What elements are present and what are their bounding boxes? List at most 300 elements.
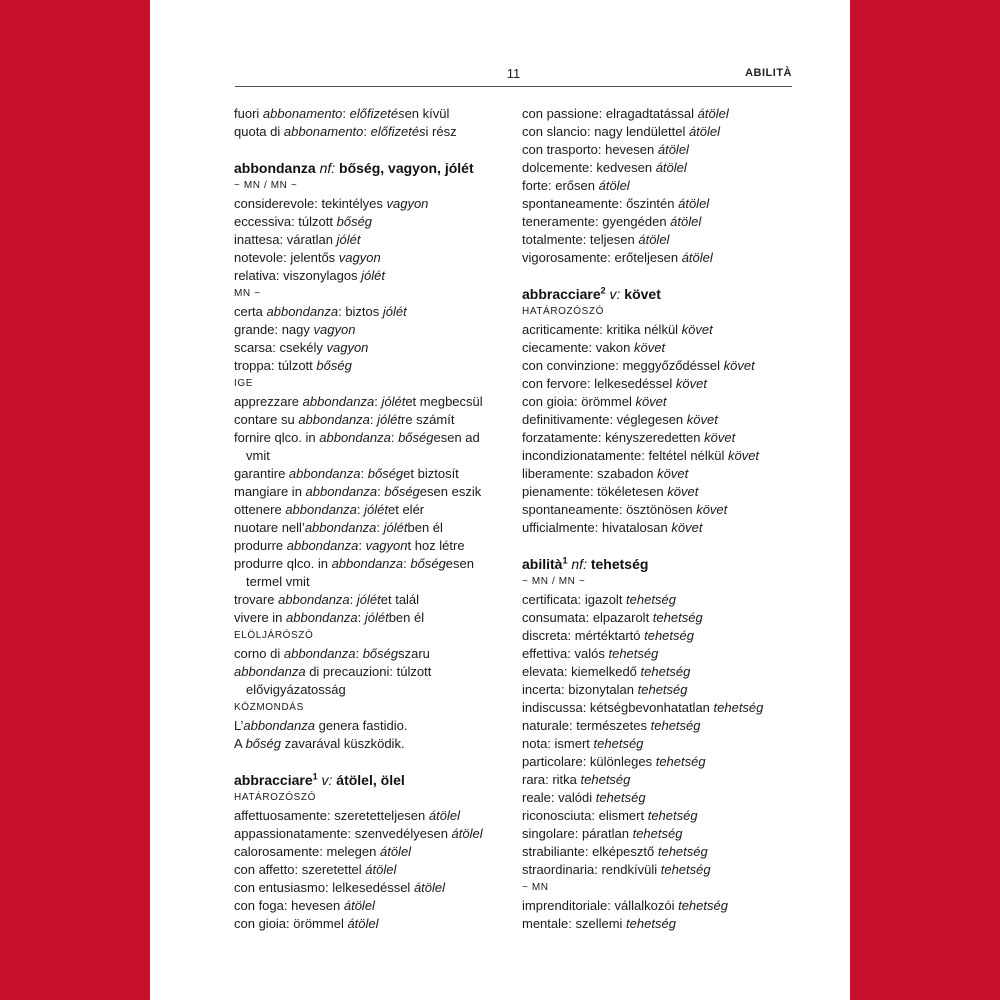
text-run: i rész	[425, 124, 457, 139]
collocation-line	[522, 825, 812, 843]
italic-text: követ	[681, 322, 713, 337]
collocation-line	[522, 699, 812, 717]
text-run: nota: ismert	[522, 736, 594, 751]
entry-spacer	[522, 537, 812, 555]
italic-text: abbondanza	[243, 718, 315, 733]
collocation-line	[522, 681, 812, 699]
collocation-line	[234, 339, 524, 357]
collocation-line	[234, 843, 524, 861]
grammar-label: ~ MN / MN ~	[522, 576, 586, 587]
collocation-line	[234, 213, 524, 231]
italic-text: tehetség	[637, 682, 688, 697]
text-run: :	[355, 646, 363, 661]
collocation-line	[522, 447, 812, 465]
italic-text: követ	[667, 484, 699, 499]
collocation-line	[234, 555, 524, 573]
text-run: garantire	[234, 466, 289, 481]
page-number: 11	[506, 66, 521, 81]
collocation-line	[522, 483, 812, 501]
grammar-label: MN ~	[234, 288, 261, 299]
italic-text: követ	[723, 358, 755, 373]
headword: abbracciare	[522, 286, 601, 302]
collocation-line	[234, 645, 524, 663]
text-run: appassionatamente: szenvedélyesen	[234, 826, 452, 841]
italic-text: tehetség	[580, 772, 631, 787]
italic-text: tehetség	[626, 592, 676, 607]
italic-text: abbondanza	[266, 304, 339, 319]
collocation-line	[522, 501, 812, 519]
italic-text: tehetség	[660, 862, 711, 877]
part-of-speech: v	[609, 286, 617, 302]
text-run: di precauzioni: túlzott	[305, 664, 432, 679]
collocation-line	[522, 123, 812, 141]
grammar-label: HATÁROZÓSZÓ	[234, 792, 316, 803]
text-run: con slancio: nagy lendülettel	[522, 124, 689, 139]
italic-text: átölel	[347, 916, 379, 931]
collocation-line	[234, 663, 524, 681]
italic-text: előfizetés	[349, 106, 405, 121]
text-run: :	[374, 394, 382, 409]
headword-entry	[522, 555, 812, 573]
text-run: esen	[445, 556, 474, 571]
text-run: :	[403, 556, 411, 571]
collocation-line	[522, 861, 812, 879]
text-run: dolcemente: kedvesen	[522, 160, 656, 175]
text-run: incerta: bizonytalan	[522, 682, 638, 697]
italic-text: tehetség	[652, 610, 703, 625]
italic-text: tehetség	[678, 898, 728, 913]
collocation-line	[234, 357, 524, 375]
text-run: con entusiasmo: lelkesedéssel	[234, 880, 414, 895]
collocation-line	[234, 483, 524, 501]
italic-text: követ	[634, 340, 666, 355]
collocation-line	[522, 717, 812, 735]
headword-translation: átölel, ölel	[336, 772, 405, 788]
italic-text: átölel	[657, 142, 689, 157]
headword-entry	[234, 159, 524, 177]
collocation-line	[234, 537, 524, 555]
collocation-line	[522, 213, 812, 231]
collocation-line	[522, 249, 812, 267]
separator: :	[328, 772, 337, 788]
italic-text: bőség	[410, 556, 446, 571]
collocation-line	[522, 357, 812, 375]
headword-entry	[522, 285, 812, 303]
italic-text: abbondanza	[305, 484, 378, 499]
headword-entry	[234, 771, 524, 789]
collocation-line	[522, 105, 812, 123]
collocation-line	[234, 267, 524, 285]
text-run: riconosciuta: elismert	[522, 808, 648, 823]
text-run: scarsa: csekély	[234, 340, 327, 355]
text-run: inattesa: váratlan	[234, 232, 337, 247]
text-run: elevata: kiemelkedő	[522, 664, 641, 679]
italic-text: jólét	[364, 502, 388, 517]
italic-text: abbondanza	[304, 520, 377, 535]
text-run: teneramente: gyengéden	[522, 214, 671, 229]
text-run: consumata: elpazarolt	[522, 610, 653, 625]
text-run: t hoz létre	[407, 538, 465, 553]
collocation-line	[234, 861, 524, 879]
collocation-line	[522, 339, 812, 357]
text-run: et biztosít	[403, 466, 459, 481]
italic-text: követ	[657, 466, 689, 481]
text-run: produrre qlco. in	[234, 556, 332, 571]
collocation-line	[522, 141, 812, 159]
homonym-number: 1	[312, 771, 318, 782]
page-header	[235, 64, 792, 87]
italic-text: bőség	[336, 214, 373, 229]
collocation-line	[522, 177, 812, 195]
text-run: produrre	[234, 538, 287, 553]
collocation-line	[522, 195, 812, 213]
text-run: ufficialmente: hivatalosan	[522, 520, 672, 535]
italic-text: átölel	[598, 178, 630, 193]
text-run: calorosamente: melegen	[234, 844, 380, 859]
entry-spacer	[234, 753, 524, 771]
headword: abilità	[522, 556, 563, 572]
collocation-line	[522, 465, 812, 483]
text-run: reale: valódi	[522, 790, 596, 805]
separator: :	[616, 286, 625, 302]
collocation-line	[522, 771, 812, 789]
collocation-line	[234, 303, 524, 321]
italic-text: abbondanza	[286, 538, 359, 553]
text-run: :	[390, 430, 399, 445]
grammar-label: HATÁROZÓSZÓ	[522, 306, 604, 317]
grammar-label: KÖZMONDÁS	[234, 702, 304, 713]
text-run: mangiare in	[234, 484, 306, 499]
collocation-line	[234, 609, 524, 627]
text-run: singolare: páratlan	[522, 826, 633, 841]
text-run: esen eszik	[419, 484, 482, 499]
collocation-line	[522, 519, 812, 537]
collocation-line	[234, 249, 524, 267]
text-run: en kívül	[404, 106, 450, 121]
italic-text: tehetség	[655, 754, 706, 769]
collocation-line	[234, 501, 524, 519]
italic-text: tehetség	[608, 646, 659, 661]
italic-text: abbondanza	[302, 394, 375, 409]
text-run: :	[363, 124, 371, 139]
text-run: troppa: túlzott	[234, 358, 317, 373]
italic-text: abbondanza	[285, 502, 357, 517]
text-run: naturale: természetes	[522, 718, 651, 733]
italic-text: abbondanza	[234, 664, 306, 679]
text-run: vivere in	[234, 610, 287, 625]
text-run: con gioia: örömmel	[234, 916, 348, 931]
grammar-label: ~ MN / MN ~	[234, 180, 298, 191]
collocation-line	[522, 393, 812, 411]
collocation-line	[234, 807, 524, 825]
text-run: relativa: viszonylagos	[234, 268, 362, 283]
italic-text: átölel	[655, 160, 687, 175]
italic-text: tehetség	[713, 700, 764, 715]
grammar-label: ELÖLJÁRÓSZÓ	[234, 630, 314, 641]
collocation-line	[234, 591, 524, 609]
italic-text: bőség	[245, 736, 281, 751]
italic-text: abbondanza	[319, 430, 391, 445]
text-run: affettuosamente: szeretetteljesen	[234, 808, 429, 823]
text-run: : biztos	[338, 304, 383, 319]
collocation-line	[522, 321, 812, 339]
collocation-line	[234, 105, 524, 123]
text-run: particolare: különleges	[522, 754, 656, 769]
italic-text: abbonamento	[283, 124, 364, 139]
text-run: et talál	[380, 592, 420, 607]
italic-text: követ	[686, 412, 718, 427]
separator: :	[583, 556, 591, 572]
text-run: :	[358, 538, 366, 553]
italic-text: jólét	[364, 610, 389, 625]
collocation-line	[522, 897, 812, 915]
grammar-label: ~ MN	[522, 882, 549, 893]
italic-text: abbondanza	[286, 610, 358, 625]
homonym-number: 2	[600, 285, 606, 296]
text-run: discreta: mértéktartó	[522, 628, 645, 643]
text-run: vigorosamente: erőteljesen	[522, 250, 682, 265]
text-run: acriticamente: kritika nélkül	[522, 322, 682, 337]
italic-text: jólét	[336, 232, 361, 247]
collocation-line	[522, 591, 812, 609]
text-run: ottenere	[234, 502, 286, 517]
italic-text: átölel	[343, 898, 375, 913]
left-column	[234, 105, 524, 933]
text-run: eccessiva: túlzott	[234, 214, 337, 229]
collocation-line	[234, 915, 524, 933]
collocation-line	[522, 789, 812, 807]
italic-text: jólét	[356, 592, 381, 607]
text-run: et elér	[388, 502, 425, 517]
italic-text: átölel	[379, 844, 412, 859]
italic-text: tehetség	[626, 916, 676, 931]
italic-text: vagyon	[365, 538, 408, 553]
text-run: con trasporto: hevesen	[522, 142, 658, 157]
collocation-line	[522, 411, 812, 429]
collocation-line	[522, 627, 812, 645]
italic-text: átölel	[428, 808, 460, 823]
text-run: :	[349, 592, 357, 607]
collocation-line	[522, 915, 812, 933]
text-run: con affetto: szeretettel	[234, 862, 366, 877]
italic-text: bőség	[316, 358, 352, 373]
collocation-line	[234, 735, 524, 753]
collocation-continuation	[234, 573, 524, 591]
text-run: fuori	[234, 106, 263, 121]
text-run: :	[357, 610, 365, 625]
headword: abbracciare	[234, 772, 313, 788]
italic-text: abbondanza	[283, 646, 356, 661]
italic-text: vagyon	[338, 250, 381, 265]
collocation-line	[234, 321, 524, 339]
collocation-line	[234, 195, 524, 213]
italic-text: tehetség	[593, 736, 644, 751]
collocation-line	[522, 429, 812, 447]
collocation-line	[234, 393, 524, 411]
text-run: trovare	[234, 592, 279, 607]
collocation-line	[522, 609, 812, 627]
italic-text: tehetség	[595, 790, 646, 805]
text-run: ciecamente: vakon	[522, 340, 635, 355]
headword-translation: tehetség	[590, 556, 649, 572]
italic-text: követ	[671, 520, 703, 535]
entry-spacer	[522, 267, 812, 285]
text-run: :	[342, 106, 350, 121]
collocation-continuation	[234, 447, 524, 465]
text-run: quota di	[234, 124, 284, 139]
collocation-line	[522, 735, 812, 753]
italic-text: vagyon	[326, 340, 369, 355]
text-run: szaru	[398, 646, 430, 661]
text-run: mentale: szellemi	[522, 916, 627, 931]
italic-text: jólét	[377, 412, 401, 427]
text-run: elővigyázatosság	[246, 682, 346, 697]
collocation-line	[234, 231, 524, 249]
italic-text: átölel	[688, 124, 721, 139]
text-run: certificata: igazolt	[522, 592, 627, 607]
text-run: corno di	[234, 646, 284, 661]
text-run: totalmente: teljesen	[522, 232, 639, 247]
text-run: re számít	[401, 412, 455, 427]
italic-text: előfizetés	[370, 124, 426, 139]
text-run: imprenditoriale: vállalkozói	[522, 898, 679, 913]
text-run: definitivamente: véglegesen	[522, 412, 687, 427]
collocation-continuation	[234, 681, 524, 699]
text-run: esen ad	[433, 430, 480, 445]
text-run: L’	[234, 718, 244, 733]
separator: :	[331, 160, 340, 176]
part-of-speech: nf	[571, 556, 584, 572]
text-run: incondizionatamente: feltétel nélkül	[522, 448, 728, 463]
text-run: effettiva: valós	[522, 646, 609, 661]
italic-text: bőség	[367, 466, 404, 481]
text-run: liberamente: szabadon	[522, 466, 658, 481]
text-run: forzatamente: kényszeredetten	[522, 430, 705, 445]
text-run: spontaneamente: ösztönösen	[522, 502, 697, 517]
italic-text: tehetség	[657, 844, 708, 859]
text-run: fornire qlco. in	[234, 430, 320, 445]
italic-text: követ	[696, 502, 728, 517]
text-run: ben él	[388, 610, 425, 625]
collocation-line	[234, 825, 524, 843]
text-run: :	[376, 520, 384, 535]
collocation-line	[522, 843, 812, 861]
text-run: :	[356, 502, 365, 517]
text-run: genera fastidio.	[314, 718, 408, 733]
headword-translation: bőség, vagyon, jólét	[339, 160, 474, 176]
italic-text: jólét	[382, 304, 407, 319]
collocation-line	[522, 159, 812, 177]
text-run: apprezzare	[234, 394, 303, 409]
text-run: rara: ritka	[522, 772, 581, 787]
text-run: ben él	[407, 520, 443, 535]
italic-text: átölel	[638, 232, 670, 247]
italic-text: abbondanza	[331, 556, 404, 571]
text-run: :	[369, 412, 378, 427]
italic-text: követ	[704, 430, 736, 445]
text-run: straordinaria: rendkívüli	[522, 862, 661, 877]
italic-text: jólét	[383, 520, 408, 535]
italic-text: követ	[727, 448, 760, 463]
text-run: con fervore: lelkesedéssel	[522, 376, 676, 391]
italic-text: abbondanza	[278, 592, 350, 607]
part-of-speech: v	[321, 772, 329, 788]
italic-text: átölel	[681, 250, 713, 265]
text-run: notevole: jelentős	[234, 250, 339, 265]
headword-translation: követ	[624, 286, 661, 302]
text-run: con foga: hevesen	[234, 898, 344, 913]
italic-text: átölel	[451, 826, 483, 841]
collocation-line	[234, 411, 524, 429]
text-run: contare su	[234, 412, 299, 427]
collocation-line	[522, 375, 812, 393]
text-run: termel vmit	[246, 574, 310, 589]
italic-text: bőség	[398, 430, 434, 445]
collocation-line	[522, 753, 812, 771]
italic-text: követ	[635, 394, 667, 409]
collocation-line	[234, 717, 524, 735]
text-run: grande: nagy	[234, 322, 314, 337]
collocation-line	[234, 879, 524, 897]
collocation-line	[234, 465, 524, 483]
text-run: vmit	[246, 448, 270, 463]
collocation-line	[522, 663, 812, 681]
text-run: forte: erősen	[522, 178, 599, 193]
text-run: zavarával küszködik.	[281, 736, 405, 751]
italic-text: bőség	[384, 484, 420, 499]
italic-text: tehetség	[647, 808, 698, 823]
right-column	[522, 105, 812, 933]
italic-text: követ	[675, 376, 707, 391]
text-run: pienamente: tökéletesen	[522, 484, 668, 499]
entry-spacer	[234, 141, 524, 159]
italic-text: abbonamento	[262, 106, 343, 121]
italic-text: jólét	[361, 268, 386, 283]
italic-text: tehetség	[632, 826, 683, 841]
dictionary-page	[150, 0, 850, 1000]
text-run: con convinzione: meggyőződéssel	[522, 358, 724, 373]
collocation-line	[234, 123, 524, 141]
left-red-band	[0, 0, 150, 1000]
italic-text: abbondanza	[288, 466, 361, 481]
italic-text: vagyon	[386, 196, 429, 211]
text-run: :	[360, 466, 368, 481]
text-run: strabiliante: elképesztő	[522, 844, 658, 859]
collocation-line	[522, 645, 812, 663]
text-run: nuotare nell’	[234, 520, 305, 535]
italic-text: átölel	[365, 862, 397, 877]
text-run: indiscussa: kétségbevonhatatlan	[522, 700, 714, 715]
collocation-line	[234, 429, 524, 447]
italic-text: tehetség	[644, 628, 694, 643]
italic-text: jólét	[381, 394, 406, 409]
italic-text: átölel	[413, 880, 446, 895]
collocation-line	[522, 807, 812, 825]
homonym-number: 1	[562, 555, 568, 566]
text-run: spontaneamente: őszintén	[522, 196, 679, 211]
text-run: A	[234, 736, 246, 751]
italic-text: átölel	[697, 106, 729, 121]
text-run: et megbecsül	[405, 394, 483, 409]
italic-text: tehetség	[640, 664, 691, 679]
text-run: certa	[234, 304, 267, 319]
italic-text: átölel	[678, 196, 710, 211]
collocation-line	[522, 231, 812, 249]
right-red-band	[850, 0, 1000, 1000]
text-run: considerevole: tekintélyes	[234, 196, 387, 211]
grammar-label: IGE	[234, 378, 254, 389]
part-of-speech: nf	[319, 160, 332, 176]
